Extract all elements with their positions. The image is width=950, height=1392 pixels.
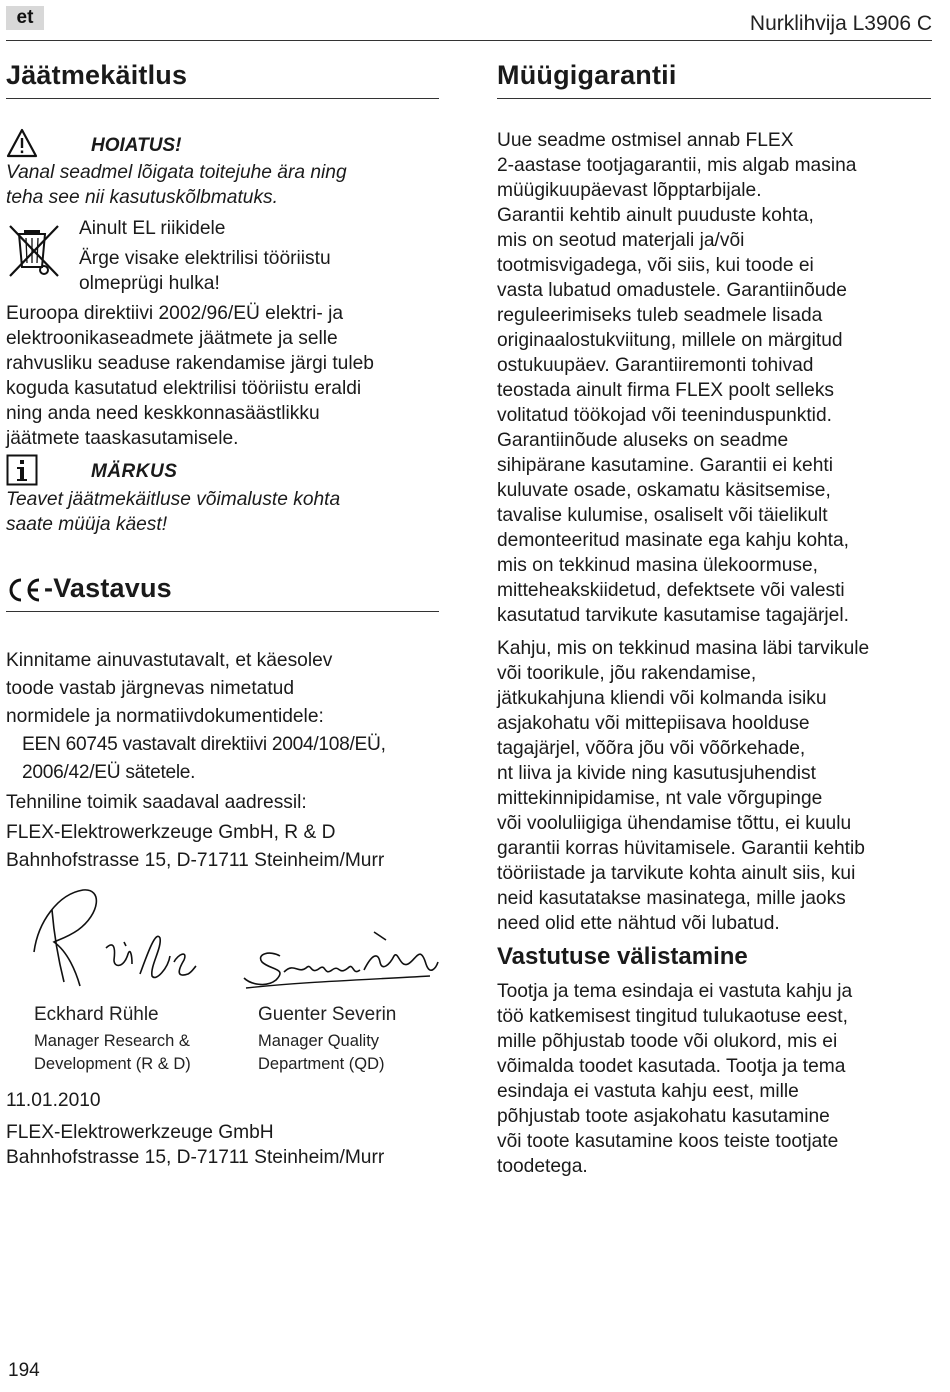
warranty-line: need olid ette nähtud või lubatud. bbox=[497, 913, 780, 934]
address-block bbox=[6, 819, 446, 875]
warning-label: HOIATUS! bbox=[91, 135, 182, 156]
warranty-line: tootmisvigadega, või siis, kui toode ei bbox=[497, 255, 814, 276]
footer-address bbox=[6, 1120, 446, 1170]
signatory-name: Guenter Severin bbox=[258, 1004, 397, 1025]
warranty-paragraph-2 bbox=[497, 636, 937, 936]
note-text bbox=[6, 487, 436, 537]
page-number: 194 bbox=[8, 1360, 40, 1381]
warranty-line: kuluvate osade, oskamatu käsitsemise, bbox=[497, 480, 831, 501]
conformity-line: toode vastab järgnevas nimetatud bbox=[6, 678, 294, 699]
signature-severin bbox=[240, 924, 440, 996]
warranty-line: sihipärane kasutamine. Garantii ei kehti bbox=[497, 455, 833, 476]
warranty-title: Müügigarantii bbox=[497, 60, 677, 90]
warranty-line: kasutatud tarvikute kasutamise tagajärjel. bbox=[497, 605, 849, 626]
warranty-line: nt liiva ja kivide ning kasutusjuhendist bbox=[497, 763, 816, 784]
directive-line: rahvusliku seaduse rakendamise järgi tuleb bbox=[6, 353, 374, 374]
warranty-line: vasta lubatud omadustele. Garantiinõude bbox=[497, 280, 847, 301]
language-tab: et bbox=[6, 6, 44, 30]
note-line: saate müüja käest! bbox=[6, 514, 168, 535]
eu-only-text: Ainult EL riikidele bbox=[79, 218, 226, 239]
header-divider bbox=[6, 40, 932, 41]
warranty-line: demonteeritud masinate ega kahju kohta, bbox=[497, 530, 849, 551]
disposal-title-rule bbox=[6, 98, 439, 99]
warning-line: teha see nii kasutuskõlbmatuks. bbox=[6, 187, 278, 208]
warranty-line: Kahju, mis on tekkinud masina läbi tarvikule bbox=[497, 638, 870, 659]
warranty-line: või toorikule, jõu rakendamise, bbox=[497, 663, 757, 684]
model-name: Nurklihvija L3906 C bbox=[749, 12, 932, 35]
address-line: FLEX-Elektrowerkzeuge GmbH, R & D bbox=[6, 822, 336, 843]
conformity-line: normidele ja normatiivdokumentidele: bbox=[6, 706, 324, 727]
conformity-paragraph bbox=[6, 647, 441, 731]
warning-text bbox=[6, 160, 436, 210]
ce-mark-icon bbox=[6, 576, 42, 604]
liability-line: esindaja ei vastuta kahju eest, mille bbox=[497, 1081, 799, 1102]
liability-line: võimalda toodet kasutada. Tootja ja tema bbox=[497, 1056, 846, 1077]
directive-line: ning anda need keskkonnasäästlikku bbox=[6, 403, 320, 424]
warranty-line: teostada ainult firma FLEX poolt selleks bbox=[497, 380, 835, 401]
conformity-title-rule bbox=[6, 611, 439, 612]
liability-line: põhjustab toote asjakohatu kasutamine bbox=[497, 1106, 830, 1127]
warranty-line: või vooluliigiga ühendamise tõttu, ei kuulu bbox=[497, 813, 852, 834]
directive-line: jäätmete taaskasutamisele. bbox=[6, 428, 239, 449]
warranty-line: Garantii kehtib ainult puuduste kohta, bbox=[497, 205, 814, 226]
liability-line: mille põhjustab toode või olukord, mis ei bbox=[497, 1031, 838, 1052]
crossed-bin-icon bbox=[6, 222, 66, 280]
warning-triangle-icon bbox=[6, 128, 38, 158]
signatory-role-line: Manager Research & bbox=[34, 1032, 190, 1050]
directive-line: Euroopa direktiivi 2002/96/EÜ elektri- ja bbox=[6, 303, 344, 324]
conformity-line: Kinnitame ainuvastutavalt, et käesolev bbox=[6, 650, 333, 671]
liability-line: Tootja ja tema esindaja ei vastuta kahju ja bbox=[497, 981, 853, 1002]
warranty-line: ostukuupäev. Garantiiremonti tohivad bbox=[497, 355, 814, 376]
warranty-line: reguleerimiseks tuleb seadmele lisada bbox=[497, 305, 823, 326]
footer-address-line: FLEX-Elektrowerkzeuge GmbH bbox=[6, 1122, 274, 1143]
address-line: Bahnhofstrasse 15, D-71711 Steinheim/Murr bbox=[6, 850, 385, 871]
warranty-line: müügikuupäevast lõpptarbijale. bbox=[497, 180, 762, 201]
standard-text bbox=[22, 731, 442, 787]
warranty-line: mittekinnipidamise, nt vale võrgupinge bbox=[497, 788, 823, 809]
directive-paragraph bbox=[6, 301, 441, 451]
warranty-line: 2-aastase tootjagarantii, mis algab masina bbox=[497, 155, 857, 176]
note-label: MÄRKUS bbox=[91, 461, 178, 482]
warranty-line: neid kasutatakse masinatega, mille jaoks bbox=[497, 888, 846, 909]
warranty-line: garantii korras hüvitamisele. Garantii kehtib bbox=[497, 838, 865, 859]
warranty-line: volitatud töökojad või teeninduspunktid. bbox=[497, 405, 832, 426]
liability-line: või toote kasutamine koos teiste tootjate bbox=[497, 1131, 839, 1152]
warranty-line: asjakohatu või mittepiisava hoolduse bbox=[497, 713, 810, 734]
warranty-line: Uue seadme ostmisel annab FLEX bbox=[497, 130, 794, 151]
weee-line: Ärge visake elektrilisi tööriistu bbox=[79, 248, 331, 269]
signatory-role bbox=[258, 1030, 385, 1076]
warranty-line: tavalise kulumise, osaliselt või täielikult bbox=[497, 505, 828, 526]
tech-file-text: Tehniline toimik saadaval aadressil: bbox=[6, 792, 307, 813]
signature-ruhle bbox=[28, 882, 198, 990]
standard-line: 2006/42/EÜ sätetele. bbox=[22, 762, 196, 783]
warranty-line: originaalostukviitung, millele on märgitud bbox=[497, 330, 843, 351]
liability-paragraph bbox=[497, 979, 937, 1179]
liability-line: töö katkemisest tingitud tulukaotuse eest, bbox=[497, 1006, 848, 1027]
warranty-title-rule bbox=[497, 98, 931, 99]
directive-line: koguda kasutatud elektrilisi tööriistu eraldi bbox=[6, 378, 362, 399]
standard-line: EEN 60745 vastavalt direktiivi 2004/108/EÜ, bbox=[22, 734, 386, 755]
weee-text bbox=[79, 246, 331, 296]
warranty-paragraph-1 bbox=[497, 128, 937, 628]
warranty-line: tööriistade ja tarvikute kohta ainult siis, kui bbox=[497, 863, 856, 884]
signatory-name: Eckhard Rühle bbox=[34, 1004, 159, 1025]
warranty-line: jätkukahjuna kliendi või kolmanda isiku bbox=[497, 688, 827, 709]
footer-address-line: Bahnhofstrasse 15, D-71711 Steinheim/Murr bbox=[6, 1147, 385, 1168]
warranty-line: mis on tekkinud masina ülekoormuse, bbox=[497, 555, 819, 576]
warranty-line: Garantiinõude aluseks on seadme bbox=[497, 430, 789, 451]
disposal-title: Jäätmekäitlus bbox=[6, 60, 188, 90]
liability-line: toodetega. bbox=[497, 1156, 588, 1177]
weee-line: olmeprügi hulka! bbox=[79, 273, 220, 294]
signatory-role-line: Department (QD) bbox=[258, 1055, 385, 1073]
signatory-role bbox=[34, 1030, 191, 1076]
warranty-line: mitteheakskiidetud, defektsete või valesti bbox=[497, 580, 845, 601]
signature-date: 11.01.2010 bbox=[6, 1090, 101, 1111]
warranty-line: mis on seotud materjali ja/või bbox=[497, 230, 745, 251]
warning-line: Vanal seadmel lõigata toitejuhe ära ning bbox=[6, 162, 347, 183]
signatory-role-line: Development (R & D) bbox=[34, 1055, 191, 1073]
liability-title: Vastutuse välistamine bbox=[497, 943, 748, 970]
signatory-role-line: Manager Quality bbox=[258, 1032, 380, 1050]
directive-line: elektroonikaseadmete jäätmete ja selle bbox=[6, 328, 338, 349]
info-icon bbox=[6, 454, 38, 486]
conformity-title: -Vastavus bbox=[44, 573, 172, 603]
warranty-line: tagajärjel, võõra jõu või võõrkehade, bbox=[497, 738, 806, 759]
note-line: Teavet jäätmekäitluse võimaluste kohta bbox=[6, 489, 341, 510]
